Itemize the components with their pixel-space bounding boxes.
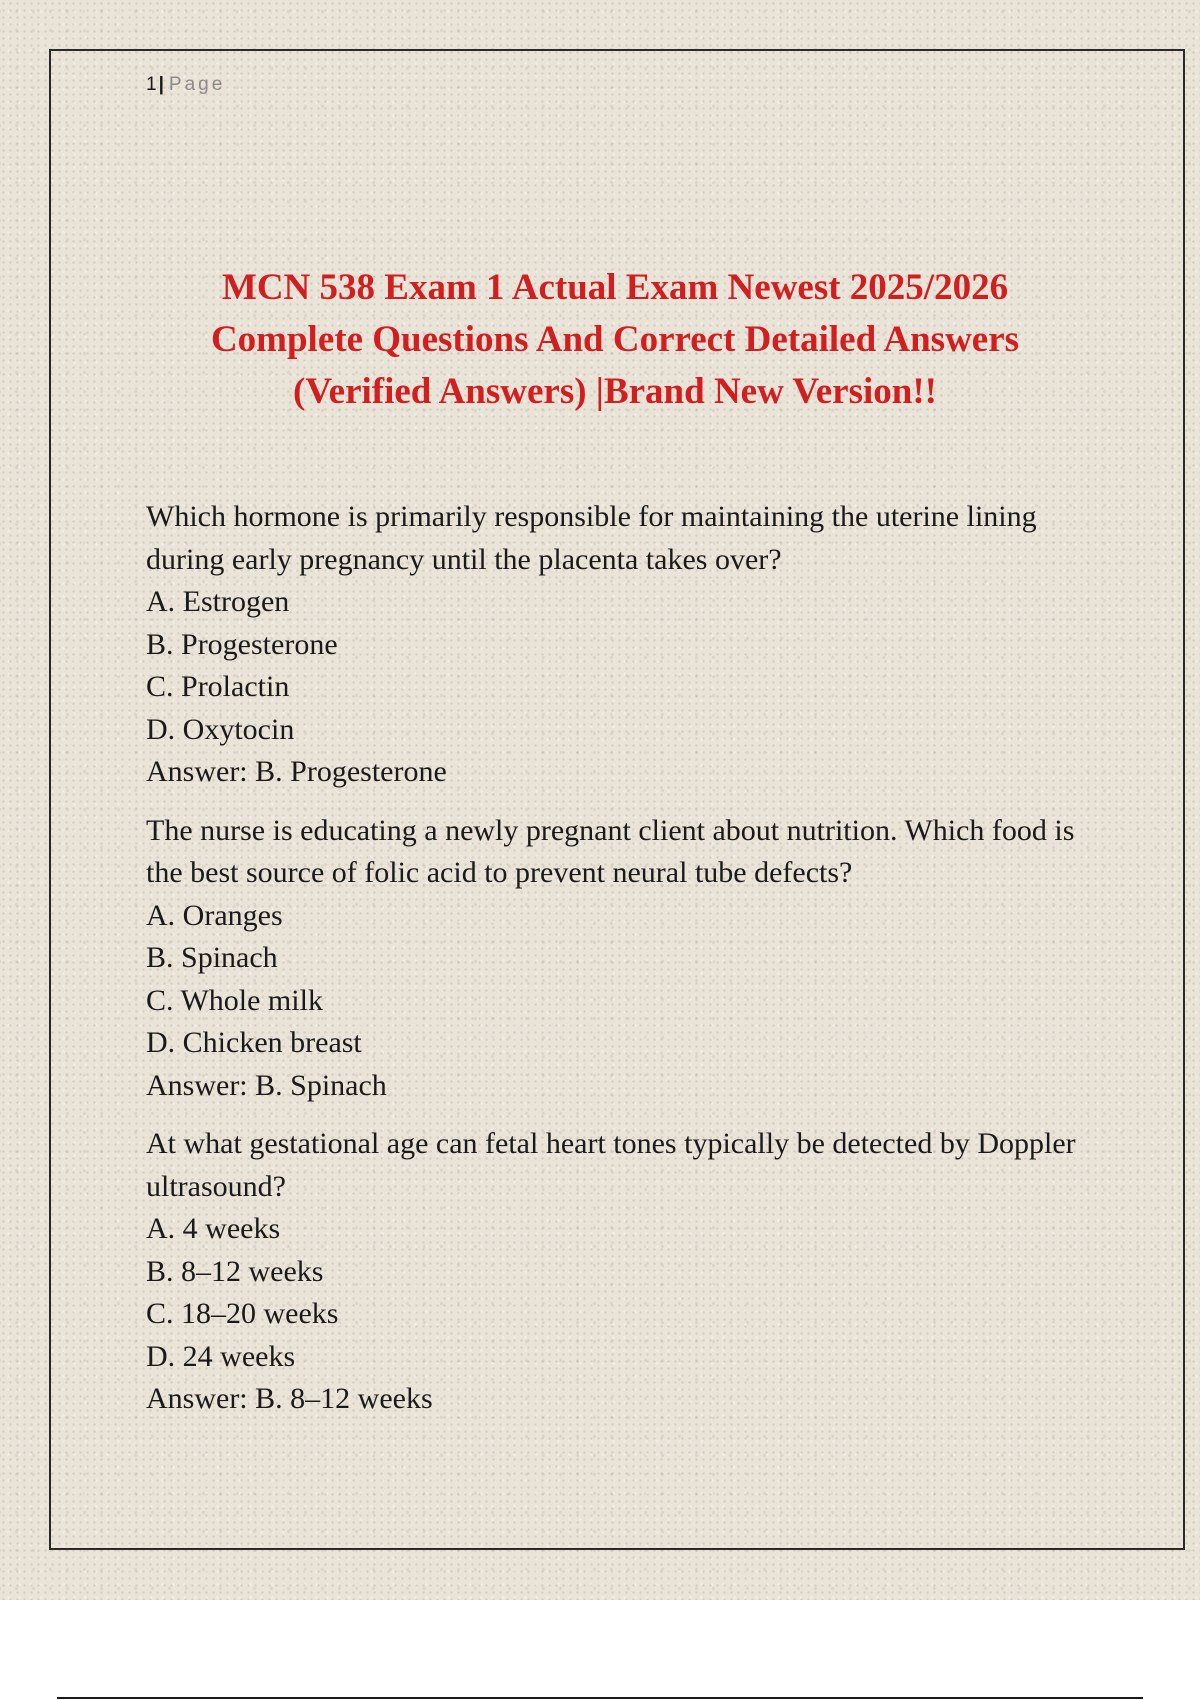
footer-divider [57,1697,1143,1699]
correct-answer: Answer: B. Progesterone [146,755,447,788]
correct-answer: Answer: B. Spinach [146,1068,387,1102]
answer-option: B. Spinach [146,941,278,974]
page-separator: | [158,74,165,95]
page-header [146,74,225,96]
answer-option: B. 8–12 weeks [146,1254,324,1288]
title-line: (Verified Answers) |Brand New Version!! [293,371,937,412]
question-text: At what gestational age can fetal heart tones typically be detected by Doppler ultrasound? [146,1127,1076,1203]
answer-option: C. Prolactin [146,670,290,703]
question-block [146,496,1086,794]
answer-option: B. Progesterone [146,627,338,661]
question-text: Which hormone is primarily responsible for maintaining the uterine lining during early pregnancy until the placenta takes over? [146,500,1037,576]
answer-option: D. Chicken breast [146,1026,362,1059]
title-line: MCN 538 Exam 1 Actual Exam Newest 2025/2026 [221,267,1009,308]
answer-option: A. Estrogen [146,585,290,618]
page-label: Page [168,74,226,95]
answer-option: D. Oxytocin [146,712,295,746]
answer-option: C. 18–20 weeks [146,1297,339,1330]
answer-option: A. 4 weeks [146,1212,281,1245]
answer-option: C. Whole milk [146,983,323,1017]
question-list [146,496,1086,1437]
question-block [146,1123,1086,1421]
question-block [146,810,1086,1108]
question-text: The nurse is educating a newly pregnant client about nutrition. Which food is the best source of folic acid to prevent neural tube defects? [146,813,1075,889]
document-title [120,262,1110,418]
correct-answer: Answer: B. 8–12 weeks [146,1382,433,1415]
title-line: Complete Questions And Correct Detailed Answers [210,319,1020,360]
answer-option: D. 24 weeks [146,1339,296,1373]
answer-option: A. Oranges [146,898,283,932]
page-number: 1 [146,74,158,95]
